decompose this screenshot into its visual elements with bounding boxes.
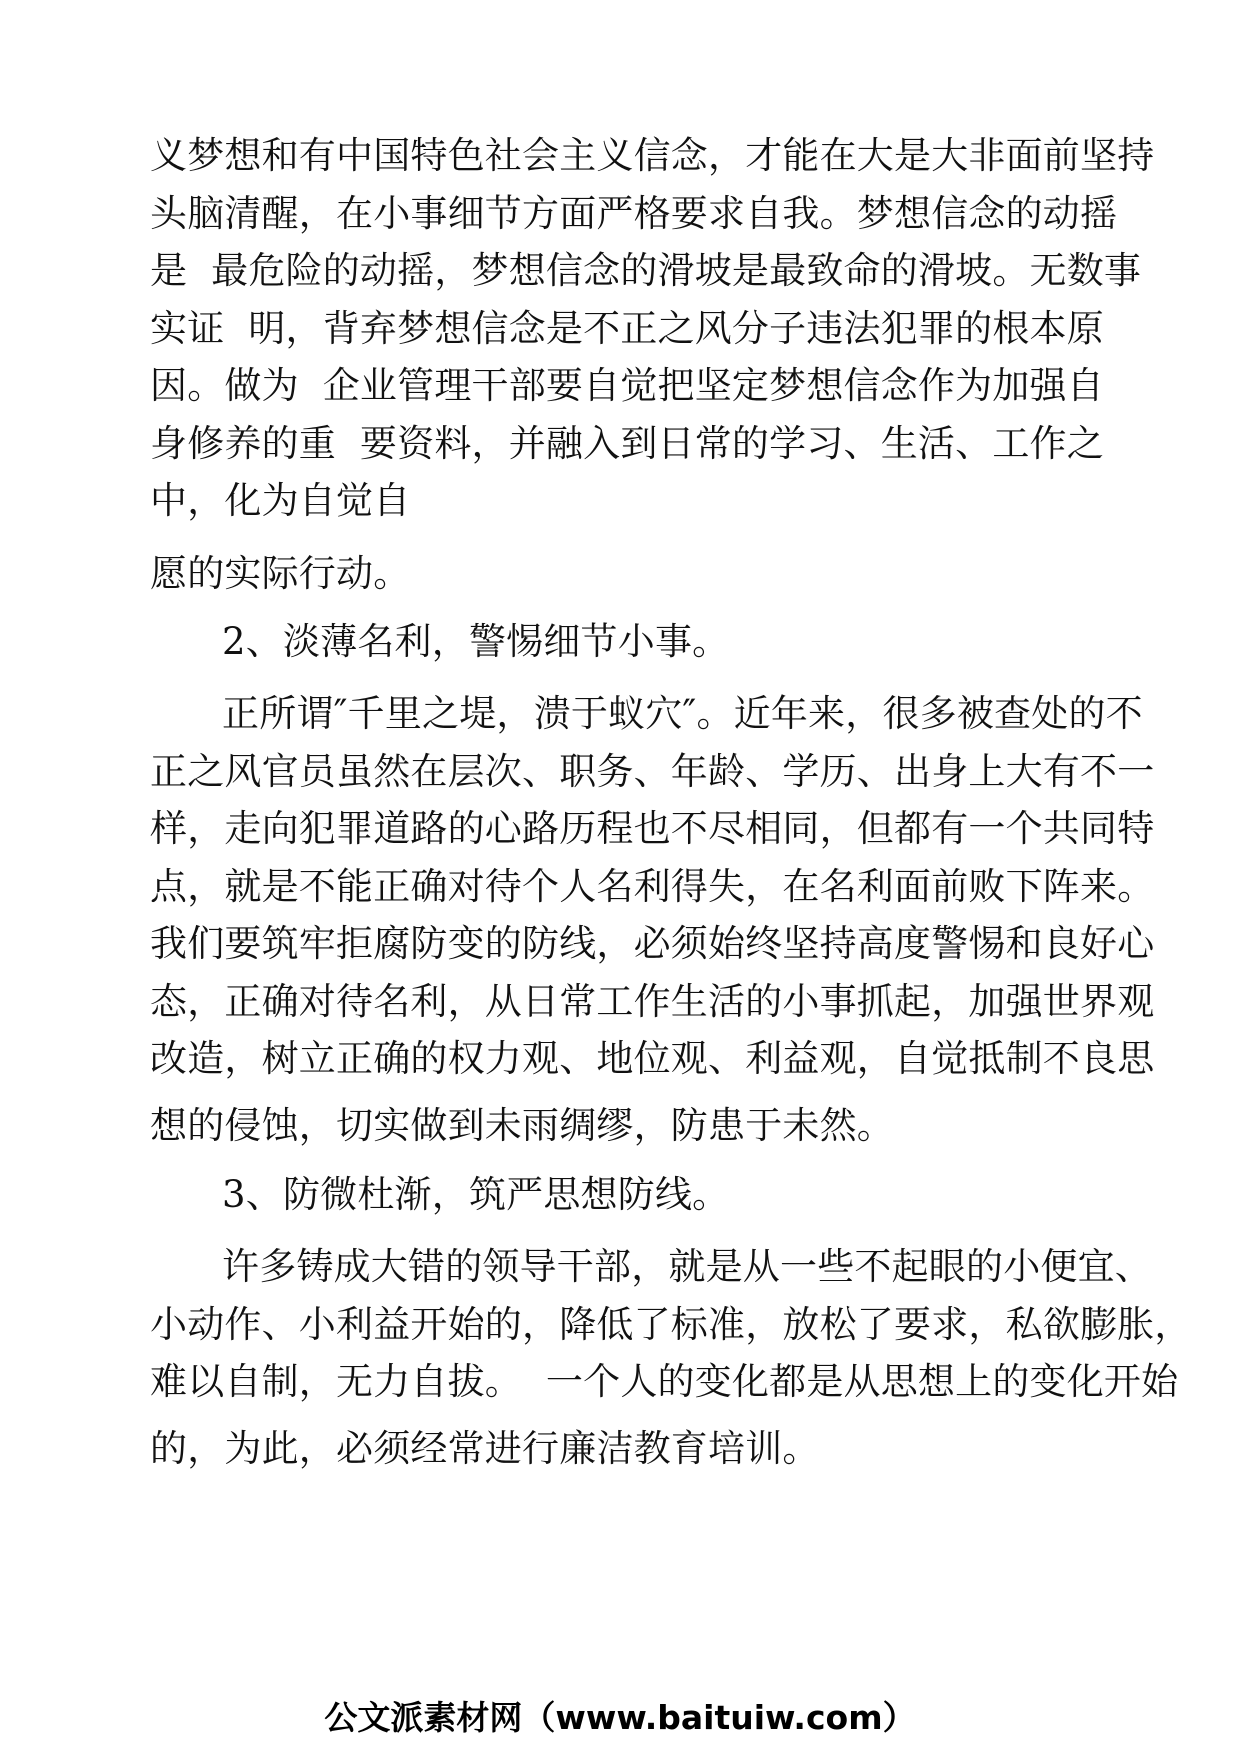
body-text-line: 中，化为自觉自	[150, 479, 411, 522]
paragraph-first-line: 许多铸成大错的领导干部，就是从一些不起眼的小便宜、	[222, 1245, 1152, 1288]
section-heading: 3、防微杜渐，筑严思想防线。	[222, 1173, 730, 1216]
body-text-line: 头脑清醒，在小事细节方面严格要求自我。梦想信念的动摇	[150, 192, 1118, 235]
body-text-line: 我们要筑牢拒腐防变的防线，必须始终坚持高度警惕和良好心	[150, 922, 1155, 965]
section-heading: 2、淡薄名利，警惕细节小事。	[222, 620, 730, 663]
body-text-line: 义梦想和有中国特色社会主义信念，才能在大是大非面前坚持	[150, 134, 1155, 177]
body-text-line: 改造，树立正确的权力观、地位观、利益观，自觉抵制不良思	[150, 1037, 1155, 1080]
source-footer: 公文派素材网（www.baituiw.com）	[324, 1698, 916, 1737]
body-text-line: 是 最危险的动摇，梦想信念的滑坡是最致命的滑坡。无数事	[150, 249, 1142, 292]
body-text-line: 实证 明，背弃梦想信念是不正之风分子违法犯罪的根本原	[150, 307, 1104, 350]
body-text-line: 难以自制，无力自拔。 一个人的变化都是从思想上的变化开始	[150, 1360, 1179, 1403]
body-text-line: 想的侵蚀，切实做到未雨绸缪，防患于未然。	[150, 1104, 894, 1147]
body-text-line: 身修养的重 要资料，并融入到日常的学习、生活、工作之	[150, 422, 1104, 465]
body-text-line: 愿的实际行动。	[150, 552, 411, 595]
body-text-line: 因。做为 企业管理干部要自觉把坚定梦想信念作为加强自	[150, 364, 1104, 407]
paragraph-first-line: 正所谓″千里之堤，溃于蚁穴″。近年来，很多被查处的不	[222, 692, 1143, 735]
body-text-line: 点，就是不能正确对待个人名利得失，在名利面前败下阵来。	[150, 865, 1155, 908]
body-text-line: 样，走向犯罪道路的心路历程也不尽相同，但都有一个共同特	[150, 807, 1155, 850]
body-text-line: 正之风官员虽然在层次、职务、年龄、学历、出身上大有不一	[150, 750, 1155, 793]
body-text-line: 态，正确对待名利，从日常工作生活的小事抓起，加强世界观	[150, 980, 1155, 1023]
body-text-line: 小动作、小利益开始的，降低了标准，放松了要求，私欲膨胀，	[150, 1303, 1192, 1346]
body-text-line: 的，为此，必须经常进行廉洁教育培训。	[150, 1427, 820, 1470]
